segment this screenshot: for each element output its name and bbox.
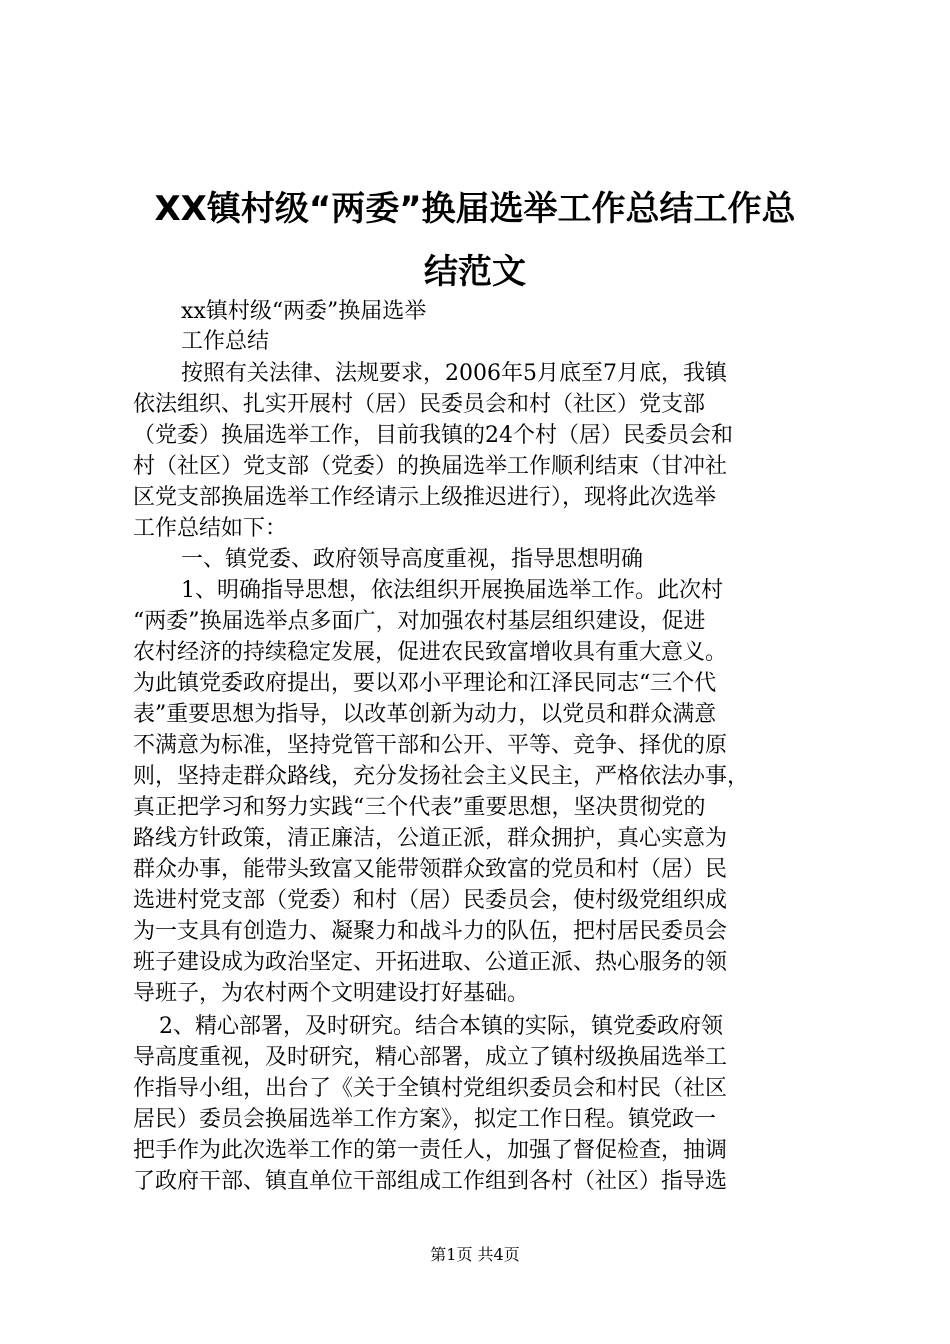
body-line: 作指导小组，出台了《关于全镇村党组织委员会和村民（社区 — [133, 1076, 728, 1101]
document-title-line-1: XX镇村级“两委”换届选举工作总结工作总 — [154, 189, 796, 229]
body-line: 则，坚持走群众路线，充分发扬社会主义民主，严格依法办事， — [133, 764, 750, 789]
body-line: 选进村党支部（党委）和村（居）民委员会，使村级党组织成 — [133, 888, 728, 913]
body-line: 了政府干部、镇直单位干部组成工作组到各村（社区）指导选 — [133, 1169, 728, 1194]
body-line: 农村经济的持续稳定发展，促进农民致富增收具有重大意义。 — [133, 640, 728, 665]
body-line: 真正把学习和努力实践“三个代表”重要思想，坚决贯彻党的 — [133, 795, 706, 820]
page-number-footer: 第1页 共4页 — [430, 1245, 520, 1264]
body-line: 1、明确指导思想，依法组织开展换届选举工作。此次村 — [181, 578, 723, 603]
body-line: 导高度重视，及时研究，精心部署，成立了镇村级换届选举工 — [133, 1045, 728, 1070]
body-line: xx镇村级“两委”换届选举 — [181, 299, 427, 324]
body-line: 村（社区）党支部（党委）的换届选举工作顺利结束（甘冲社 — [133, 454, 728, 479]
section-heading: 一、镇党委、政府领导高度重视，指导思想明确 — [181, 547, 644, 572]
body-line: （党委）换届选举工作，目前我镇的24个村（居）民委员会和 — [133, 423, 733, 448]
body-line: 班子建设成为政治坚定、开拓进取、公道正派、热心服务的领 — [133, 950, 728, 975]
body-line: 导班子，为农村两个文明建设打好基础。 — [133, 981, 530, 1006]
body-line: 区党支部换届选举工作经请示上级推迟进行），现将此次选举 — [133, 485, 717, 510]
body-line: 工作总结 — [181, 329, 270, 354]
body-line: 不满意为标准，坚持党管干部和公开、平等、竞争、择优的原 — [133, 733, 728, 758]
body-line: 为此镇党委政府提出，要以邓小平理论和江泽民同志“三个代 — [133, 671, 717, 696]
document-title-line-2: 结范文 — [424, 252, 526, 292]
body-line: 依法组织、扎实开展村（居）民委员会和村（社区）党支部 — [133, 392, 706, 417]
body-line: 群众办事，能带头致富又能带领群众致富的党员和村（居）民 — [133, 857, 728, 882]
body-line: 表”重要思想为指导，以改革创新为动力，以党员和群众满意 — [133, 702, 717, 727]
body-line: 居民）委员会换届选举工作方案》，拟定工作日程。镇党政一 — [133, 1107, 717, 1132]
body-line: 按照有关法律、法规要求，2006年5月底至7月底，我镇 — [181, 361, 727, 386]
body-line: 为一支具有创造力、凝聚力和战斗力的队伍，把村居民委员会 — [133, 919, 728, 944]
body-line: 2、精心部署，及时研究。结合本镇的实际，镇党委政府领 — [159, 1014, 723, 1039]
body-line: 把手作为此次选举工作的第一责任人，加强了督促检查，抽调 — [133, 1138, 728, 1163]
body-line: 路线方针政策，清正廉洁，公道正派，群众拥护，真心实意为 — [133, 826, 728, 851]
body-line: 工作总结如下： — [133, 516, 288, 541]
body-line: “两委”换届选举点多面广，对加强农村基层组织建设，促进 — [133, 609, 706, 634]
